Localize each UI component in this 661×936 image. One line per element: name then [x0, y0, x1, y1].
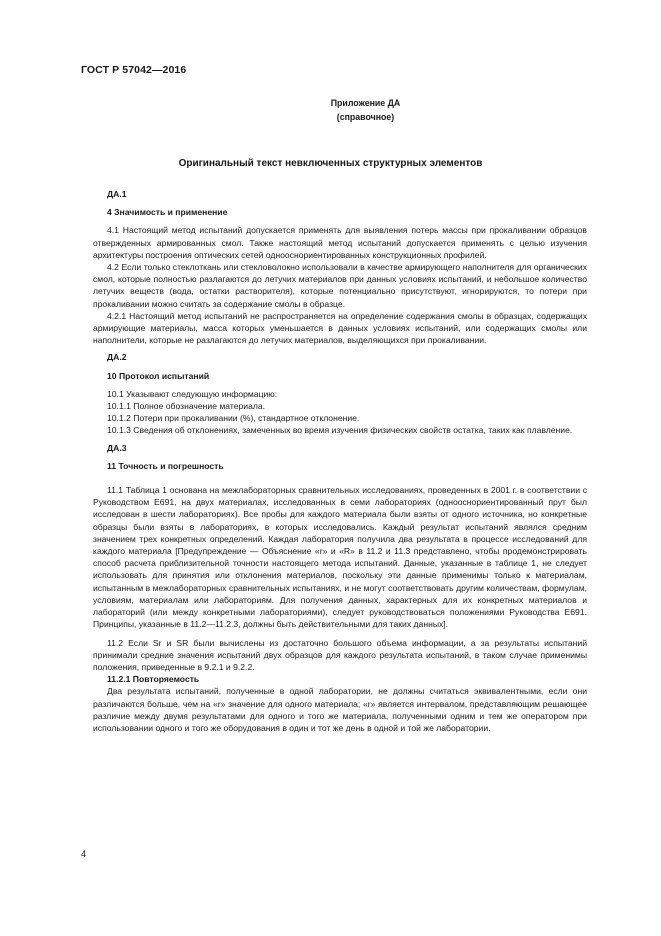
paragraph-4-2: 4.2 Если только стеклоткань или стекловолокно использовали в качестве армирующего наполнителя для органических смол, которые полностью разлагаются до летучих материалов при данных условиях испытаний, и небольшое количество летучих веществ (вода, остатки растворителя), которые потенциально присутствуют, игнорируются, то потери при прокаливании можно считать за содержание смолы в образце. [93, 262, 587, 309]
section-heading-significance: 4 Значимость и применение [107, 207, 228, 218]
document-body [93, 183, 587, 734]
paragraph-10-1: 10.1 Указывают следующую информацию: [107, 388, 278, 399]
section-heading-test-report: 10 Протокол испытаний [107, 370, 210, 381]
paragraph-10-1-2: 10.1.2 Потери при прокаливании (%), стандартное отклонение. [107, 413, 360, 424]
paragraph-11-2: 11.2 Если Sr и SR были вычислены из достаточно большого объема информации, а за результаты испытаний принимали средние значения испытаний двух образцов для каждого результата испытаний, в таком случае применимы положения, приведенные в 9.2.1 и 9.2.2. [93, 637, 587, 672]
document-code-header: ГОСТ Р 57042—2016 [81, 64, 187, 76]
annex-subtitle: (справочное) [336, 112, 395, 122]
paragraph-11-2-1: Два результата испытаний, полученные в одной лаборатории, не должны считаться эквивалентными, если они различаются больше, чем на «r» значение для одного материала; «r» является интервалом, представляющим решающее различие между двумя результатами для одного и того же материала, полученными одним и тем же оператором при использовании одного и того же оборудования в один и тот же день в одной и той же лаборатории. [93, 686, 587, 733]
section-label-da1: ДА.1 [107, 189, 127, 199]
subsection-heading-repeatability: 11.2.1 Повторяемость [107, 674, 200, 685]
section-label-da2: ДА.2 [107, 352, 127, 363]
section-heading-precision: 11 Точность и погрешность [107, 460, 224, 471]
paragraph-10-1-3: 10.1.3 Сведения об отклонениях, замеченных во время изучения физических свойств остатка, таких как плавление. [107, 425, 573, 436]
paragraph-10-1-1: 10.1.1 Полное обозначение материала. [107, 401, 266, 412]
section-label-da3: ДА.3 [107, 442, 127, 453]
page-number: 4 [81, 849, 87, 859]
paragraph-11-1: 11.1 Таблица 1 основана на межлабораторных сравнительных исследованиях, проведенных в 2001 г. в соответствии с Руководством Е691, на двух материалах, исследованных в семи лабораториях (однооснориентированный прут был исследован в шести лабораториях). Все пробы для каждого материала были взяты от одного источника, но конкретные образцы были взяты в лабораториях, в которых исследовались. Каждый результат испытаний являлся средним значением трех конкретных определений. Каждая лаборатория получила два результата в процессе исследований для каждого материала [Предупреждение — Объяснение «r» и «R» в 11.2 и 11.3 представлено, чтобы продемонстрировать способ расчета приблизительной точности настоящего метода испытаний. Данные, указанные в таблице 1, не следует использовать для принятия или отклонения материалов, поскольку эти данные применимы только к материалам, испытанным в межлабораторных сравнительных испытаниях, и не могут соответствовать другим количествам, формулам, условиям, материалам или лабораториям. Для получения данных, характерных для их конкретных материалов и лабораторий (или между конкретными лабораториями), следует руководствоваться положениями Руководства Е691. Принципы, указанные в 11.2—11.2.3, должны быть действительными для таких данных]. [93, 485, 587, 630]
paragraph-4-2-1: 4.2.1 Настоящий метод испытаний не распространяется на определение содержания смолы в образцах, содержащих армирующие материалы, масса которых уменьшается в данных условиях испытаний, или содержащих смолы или наполнители, которые не разлагаются до летучих материалов, выделяющихся при прокаливании. [93, 310, 587, 346]
document-title: Оригинальный текст невключенных структурных элементов [178, 158, 483, 169]
annex-block [35, 96, 661, 124]
paragraph-4-1: 4.1 Настоящий метод испытаний допускается применять для выявления потерь массы при прокаливании образцов отвержденных армированных смол. Также настоящий метод испытаний допускается применять с целью изучения архитектуры построения оптических сетей однооснориентированных конструкционных профилей. [93, 225, 587, 260]
annex-title: Приложение ДА [330, 98, 401, 108]
